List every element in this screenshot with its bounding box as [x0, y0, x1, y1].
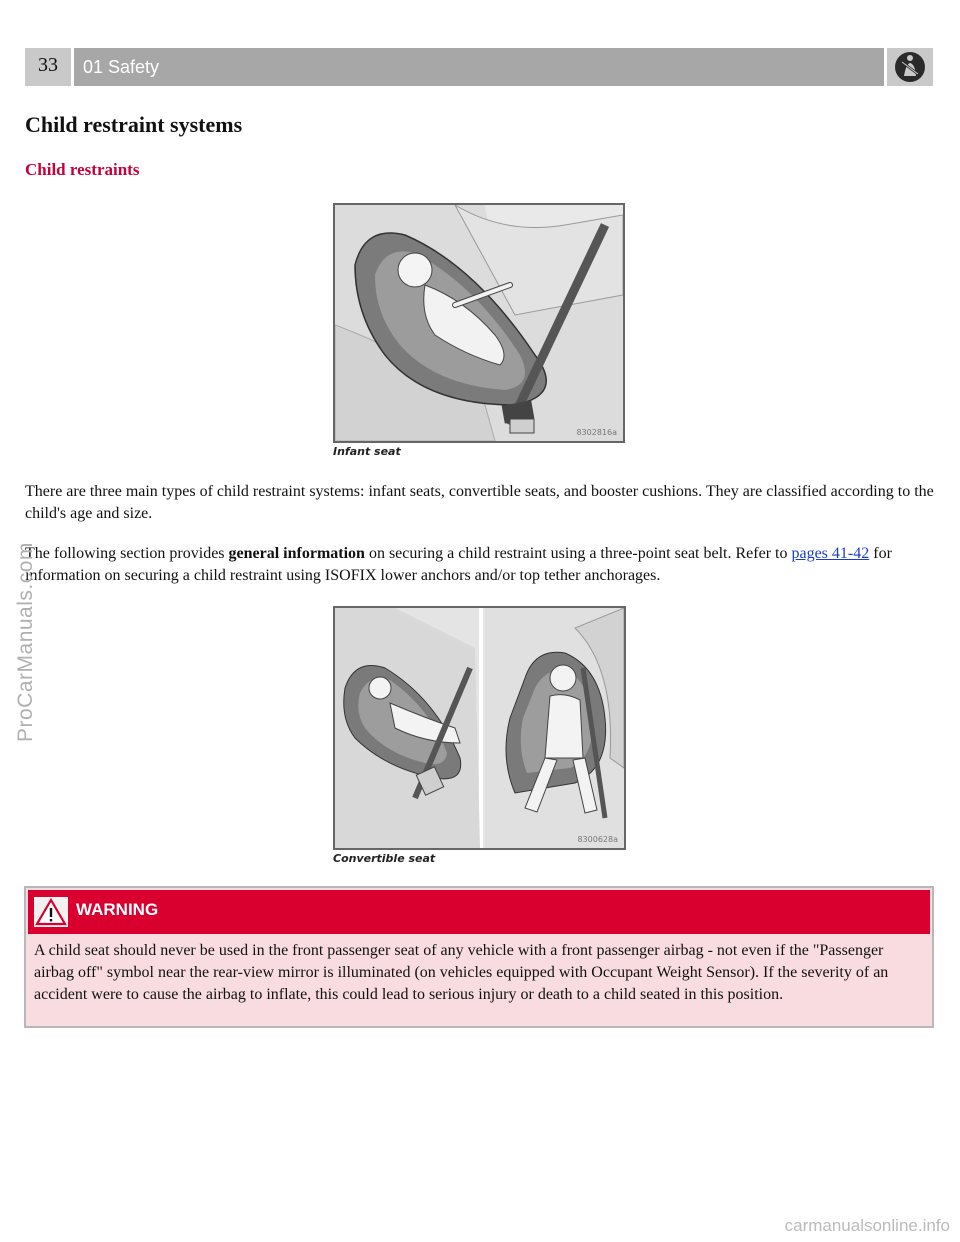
page-title: Child restraint systems: [25, 112, 243, 137]
pages-link[interactable]: pages 41-42: [791, 545, 870, 562]
infant-seat-illustration: [333, 203, 625, 443]
figure-code: 8302816a: [576, 428, 617, 437]
warning-box: [24, 886, 934, 1028]
page-number: 33: [25, 48, 71, 86]
convertible-seat-illustration: [333, 606, 626, 850]
section-subtitle: Child restraints: [25, 160, 140, 179]
warning-text: A child seat should never be used in the front passenger seat of any vehicle with a front passenger airbag - not even if the "Passenger airbag off" symbol near the rear-view mirror is illuminated (on vehicles equipped with Occupant Weight Sensor). If the severity of an accident were to cause the airbag to inflate, this could lead to serious injury or death to a child seated in this position.: [34, 942, 889, 1003]
warning-title: WARNING: [76, 900, 159, 919]
figure-caption: Infant seat: [333, 445, 401, 458]
infant-seat-figure: [333, 203, 625, 458]
text-run: on securing a child restraint using a three-point seat belt. Refer to: [364, 545, 792, 562]
warning-triangle-icon: [34, 897, 68, 931]
text-run: The following section provides: [25, 545, 229, 562]
footer-watermark: carmanualsonline.info: [784, 1216, 950, 1235]
page-header: [25, 48, 933, 86]
bold-text: general information: [228, 545, 365, 562]
intro-paragraph: There are three main types of child restraint systems: infant seats, convertible seats, and booster cushions. They are classified according to the child's age and size.: [25, 483, 934, 522]
convertible-seat-figure: [333, 606, 626, 865]
seatbelt-icon: [887, 48, 933, 86]
figure-caption: Convertible seat: [333, 852, 436, 865]
figure-code: 8300628a: [577, 835, 618, 844]
info-paragraph: [25, 543, 937, 587]
warning-header: [28, 890, 930, 934]
watermark: ProCarManuals.com: [14, 542, 37, 742]
section-title: 01 Safety: [74, 48, 884, 86]
text-run: for information on securing a child restraint using ISOFIX lower anchors and/or top tether anchorages.: [25, 545, 892, 584]
